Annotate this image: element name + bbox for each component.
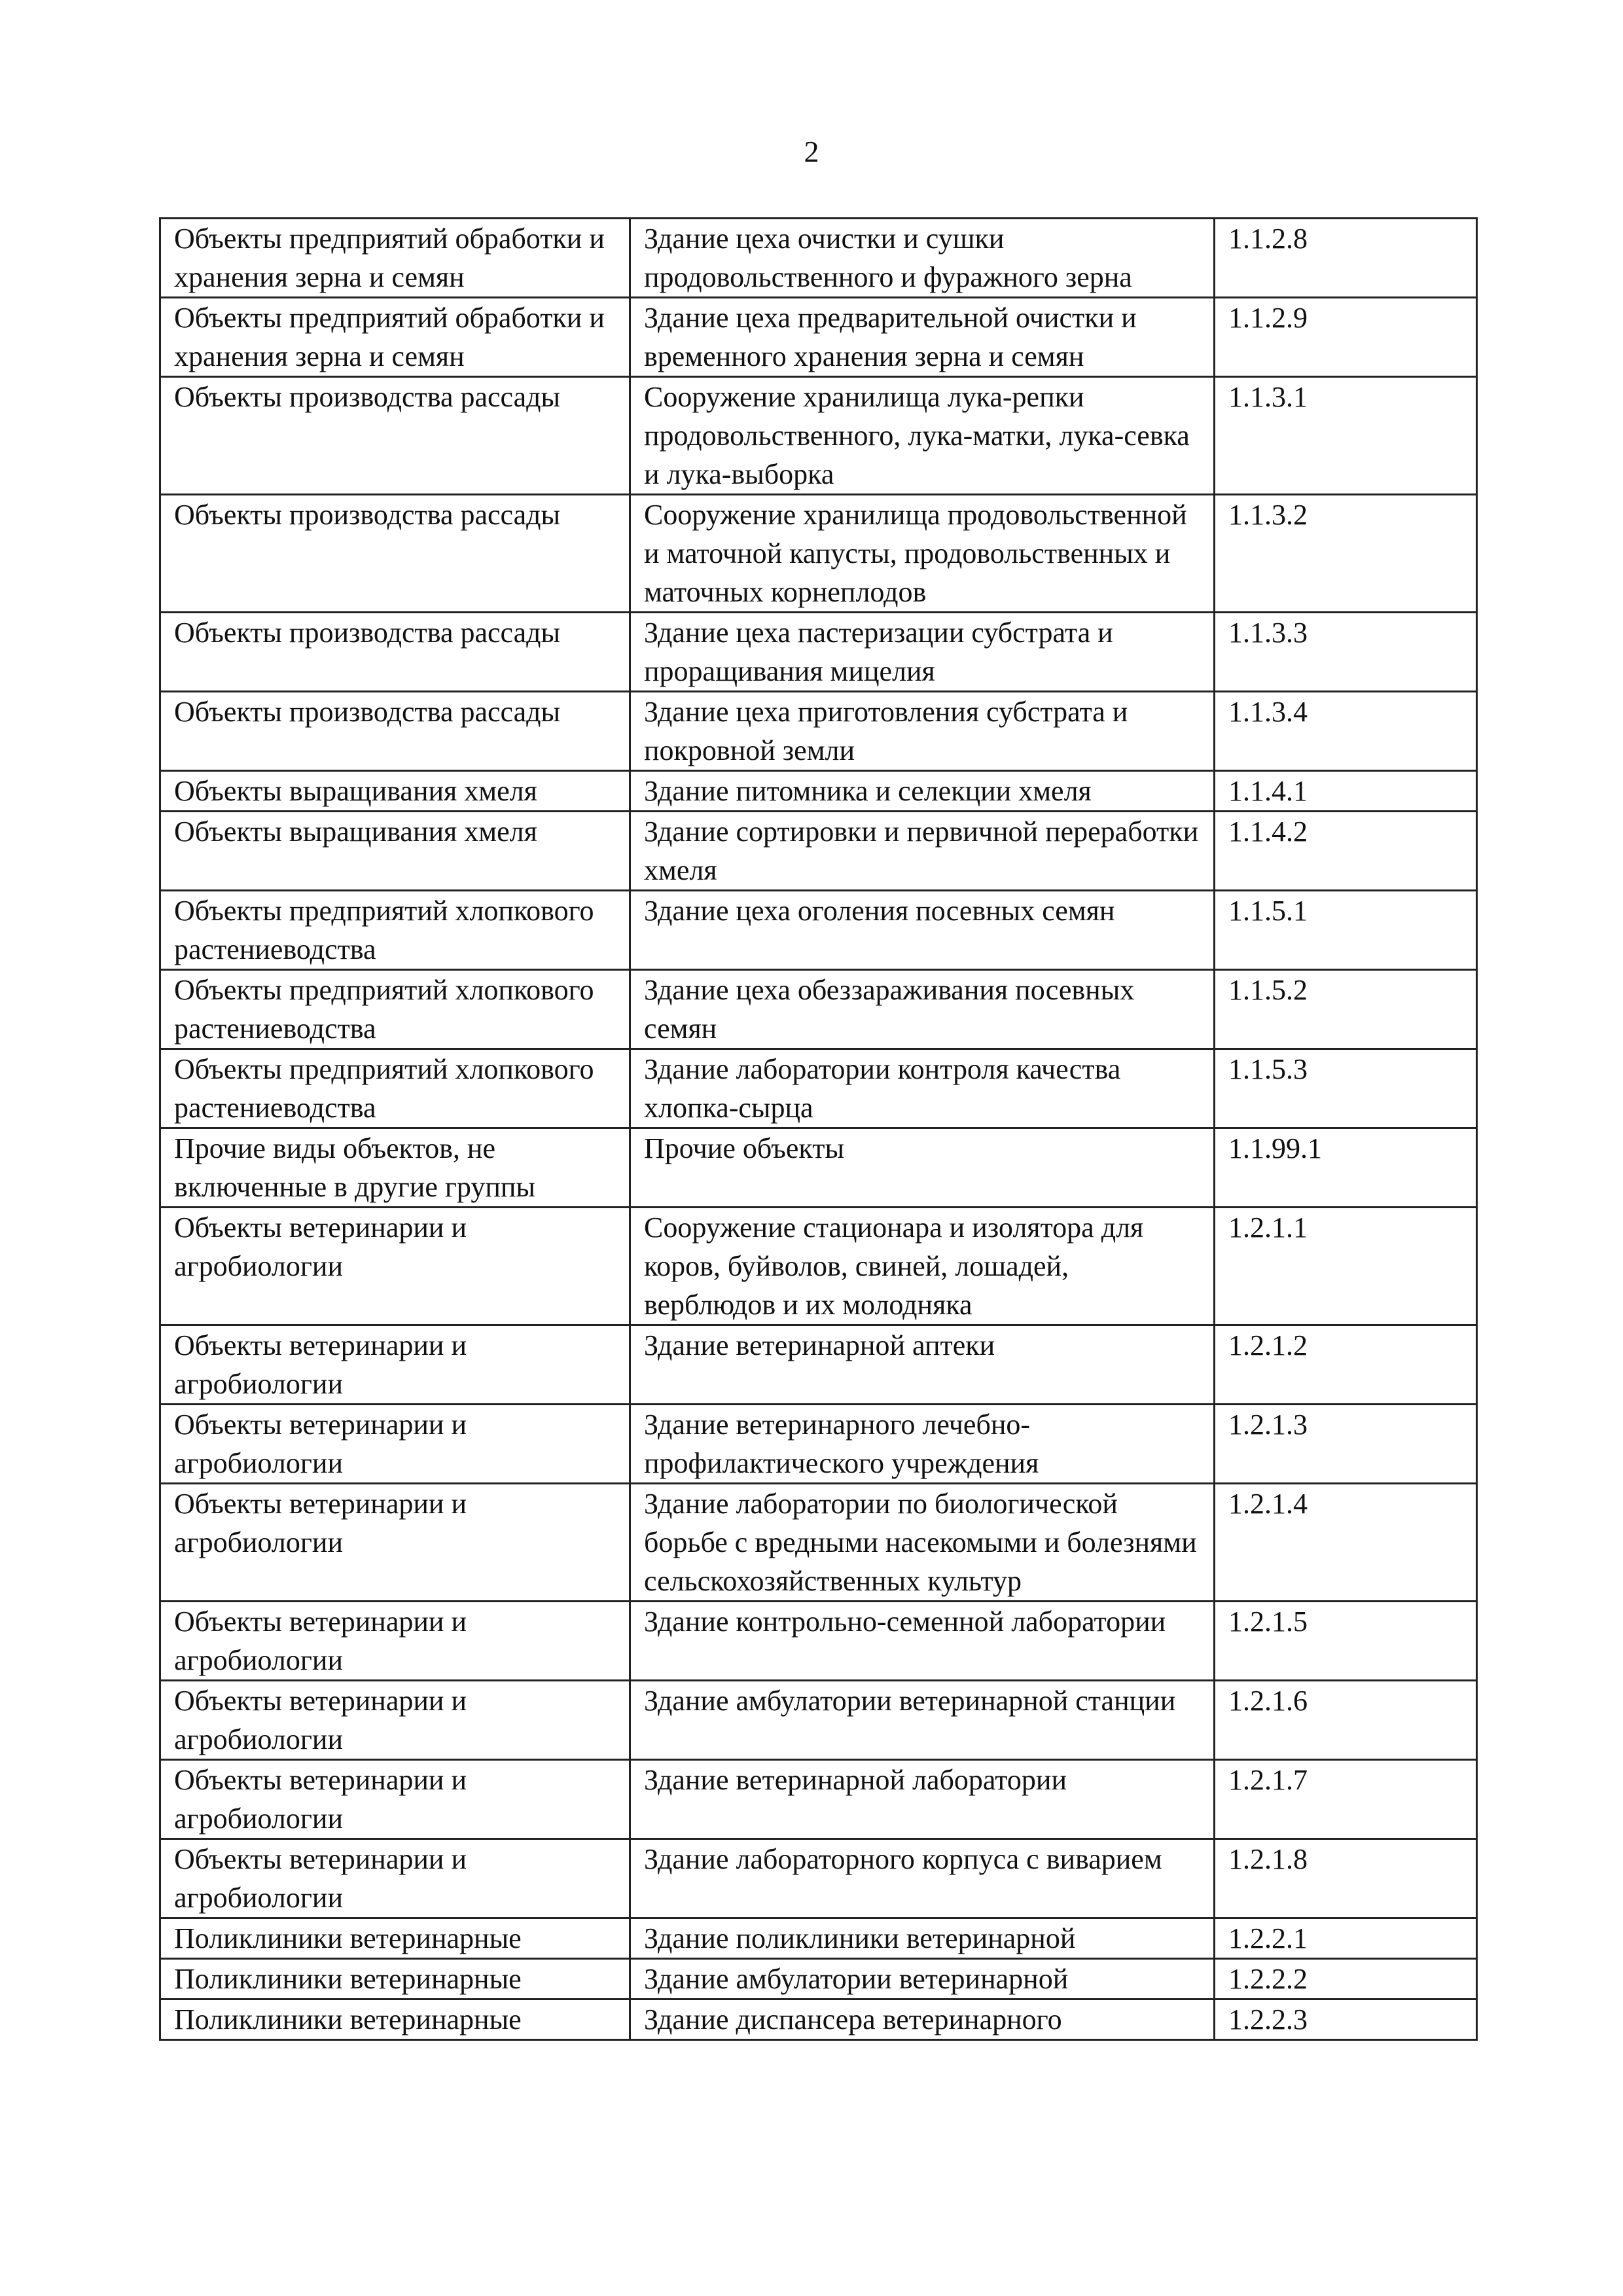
- group-cell: Объекты ветеринарии и агробиологии: [160, 1484, 630, 1602]
- table-row: [160, 812, 1477, 891]
- code-cell: 1.2.1.2: [1215, 1325, 1477, 1405]
- table-row: [160, 495, 1477, 613]
- table-row: [160, 219, 1477, 298]
- table-row: [160, 1760, 1477, 1839]
- code-cell: 1.2.1.3: [1215, 1405, 1477, 1484]
- group-cell: Прочие виды объектов, не включенные в другие группы: [160, 1128, 630, 1208]
- group-cell: Объекты производства рассады: [160, 377, 630, 495]
- code-cell: 1.1.5.3: [1215, 1049, 1477, 1128]
- group-cell: Объекты выращивания хмеля: [160, 812, 630, 891]
- object-cell: Сооружение стационара и изолятора для коров, буйволов, свиней, лошадей, верблюдов и их молодняка: [630, 1208, 1215, 1325]
- code-cell: 1.1.5.1: [1215, 891, 1477, 970]
- object-cell: Здание ветеринарного лечебно-профилактического учреждения: [630, 1405, 1215, 1484]
- table-row: [160, 613, 1477, 692]
- group-cell: Объекты предприятий обработки и хранения зерна и семян: [160, 219, 630, 298]
- code-cell: 1.2.2.1: [1215, 1918, 1477, 1959]
- page-number: 2: [804, 135, 819, 168]
- group-cell: Поликлиники ветеринарные: [160, 2000, 630, 2040]
- table-row: [160, 1839, 1477, 1918]
- code-cell: 1.1.4.1: [1215, 771, 1477, 812]
- code-cell: 1.1.2.8: [1215, 219, 1477, 298]
- object-cell: Здание поликлиники ветеринарной: [630, 1918, 1215, 1959]
- group-cell: Объекты ветеринарии и агробиологии: [160, 1405, 630, 1484]
- table-row: [160, 692, 1477, 771]
- table-row: [160, 1128, 1477, 1208]
- table-row: [160, 1918, 1477, 1959]
- table-row: [160, 891, 1477, 970]
- table-row: [160, 1484, 1477, 1602]
- table-row: [160, 1959, 1477, 2000]
- code-cell: 1.1.3.1: [1215, 377, 1477, 495]
- table-row: [160, 1405, 1477, 1484]
- object-cell: Здание цеха приготовления субстрата и покровной земли: [630, 692, 1215, 771]
- object-cell: Здание лаборатории контроля качества хлопка-сырца: [630, 1049, 1215, 1128]
- group-cell: Объекты производства рассады: [160, 692, 630, 771]
- table-row: [160, 1681, 1477, 1760]
- group-cell: Объекты предприятий обработки и хранения зерна и семян: [160, 298, 630, 377]
- code-cell: 1.1.5.2: [1215, 970, 1477, 1049]
- object-cell: Сооружение хранилища лука-репки продовольственного, лука-матки, лука-севка и лука-выборка: [630, 377, 1215, 495]
- classification-table: [159, 217, 1478, 2041]
- code-cell: 1.2.1.6: [1215, 1681, 1477, 1760]
- object-cell: Здание амбулатории ветеринарной станции: [630, 1681, 1215, 1760]
- table-row: [160, 377, 1477, 495]
- code-cell: 1.1.3.4: [1215, 692, 1477, 771]
- group-cell: Объекты предприятий хлопкового растениеводства: [160, 1049, 630, 1128]
- object-cell: Прочие объекты: [630, 1128, 1215, 1208]
- code-cell: 1.1.3.3: [1215, 613, 1477, 692]
- table-row: [160, 298, 1477, 377]
- group-cell: Объекты ветеринарии и агробиологии: [160, 1760, 630, 1839]
- table-row: [160, 1602, 1477, 1681]
- code-cell: 1.2.1.1: [1215, 1208, 1477, 1325]
- group-cell: Объекты ветеринарии и агробиологии: [160, 1325, 630, 1405]
- object-cell: Здание контрольно-семенной лаборатории: [630, 1602, 1215, 1681]
- table-body: [160, 219, 1477, 2040]
- table-row: [160, 1049, 1477, 1128]
- group-cell: Объекты ветеринарии и агробиологии: [160, 1681, 630, 1760]
- code-cell: 1.1.4.2: [1215, 812, 1477, 891]
- code-cell: 1.2.2.3: [1215, 2000, 1477, 2040]
- object-cell: Здание ветеринарной аптеки: [630, 1325, 1215, 1405]
- group-cell: Объекты ветеринарии и агробиологии: [160, 1208, 630, 1325]
- object-cell: Здание цеха оголения посевных семян: [630, 891, 1215, 970]
- group-cell: Объекты производства рассады: [160, 495, 630, 613]
- group-cell: Объекты предприятий хлопкового растениеводства: [160, 891, 630, 970]
- object-cell: Здание цеха обеззараживания посевных семян: [630, 970, 1215, 1049]
- object-cell: Здание амбулатории ветеринарной: [630, 1959, 1215, 2000]
- object-cell: Здание цеха очистки и сушки продовольственного и фуражного зерна: [630, 219, 1215, 298]
- group-cell: Поликлиники ветеринарные: [160, 1918, 630, 1959]
- code-cell: 1.2.1.7: [1215, 1760, 1477, 1839]
- table-row: [160, 771, 1477, 812]
- code-cell: 1.1.2.9: [1215, 298, 1477, 377]
- table-row: [160, 2000, 1477, 2040]
- object-cell: Здание сортировки и первичной переработки хмеля: [630, 812, 1215, 891]
- group-cell: Объекты ветеринарии и агробиологии: [160, 1602, 630, 1681]
- table-row: [160, 1208, 1477, 1325]
- code-cell: 1.2.1.5: [1215, 1602, 1477, 1681]
- object-cell: Здание ветеринарной лаборатории: [630, 1760, 1215, 1839]
- object-cell: Здание цеха предварительной очистки и временного хранения зерна и семян: [630, 298, 1215, 377]
- object-cell: Здание питомника и селекции хмеля: [630, 771, 1215, 812]
- table-row: [160, 970, 1477, 1049]
- code-cell: 1.2.2.2: [1215, 1959, 1477, 2000]
- object-cell: Здание диспансера ветеринарного: [630, 2000, 1215, 2040]
- group-cell: Поликлиники ветеринарные: [160, 1959, 630, 2000]
- code-cell: 1.2.1.4: [1215, 1484, 1477, 1602]
- object-cell: Сооружение хранилища продовольственной и маточной капусты, продовольственных и маточных корнеплодов: [630, 495, 1215, 613]
- object-cell: Здание лабораторного корпуса с виварием: [630, 1839, 1215, 1918]
- group-cell: Объекты предприятий хлопкового растениеводства: [160, 970, 630, 1049]
- group-cell: Объекты ветеринарии и агробиологии: [160, 1839, 630, 1918]
- object-cell: Здание лаборатории по биологической борьбе с вредными насекомыми и болезнями сельскохозяйственных культур: [630, 1484, 1215, 1602]
- code-cell: 1.1.99.1: [1215, 1128, 1477, 1208]
- code-cell: 1.1.3.2: [1215, 495, 1477, 613]
- code-cell: 1.2.1.8: [1215, 1839, 1477, 1918]
- object-cell: Здание цеха пастеризации субстрата и проращивания мицелия: [630, 613, 1215, 692]
- table-row: [160, 1325, 1477, 1405]
- group-cell: Объекты выращивания хмеля: [160, 771, 630, 812]
- group-cell: Объекты производства рассады: [160, 613, 630, 692]
